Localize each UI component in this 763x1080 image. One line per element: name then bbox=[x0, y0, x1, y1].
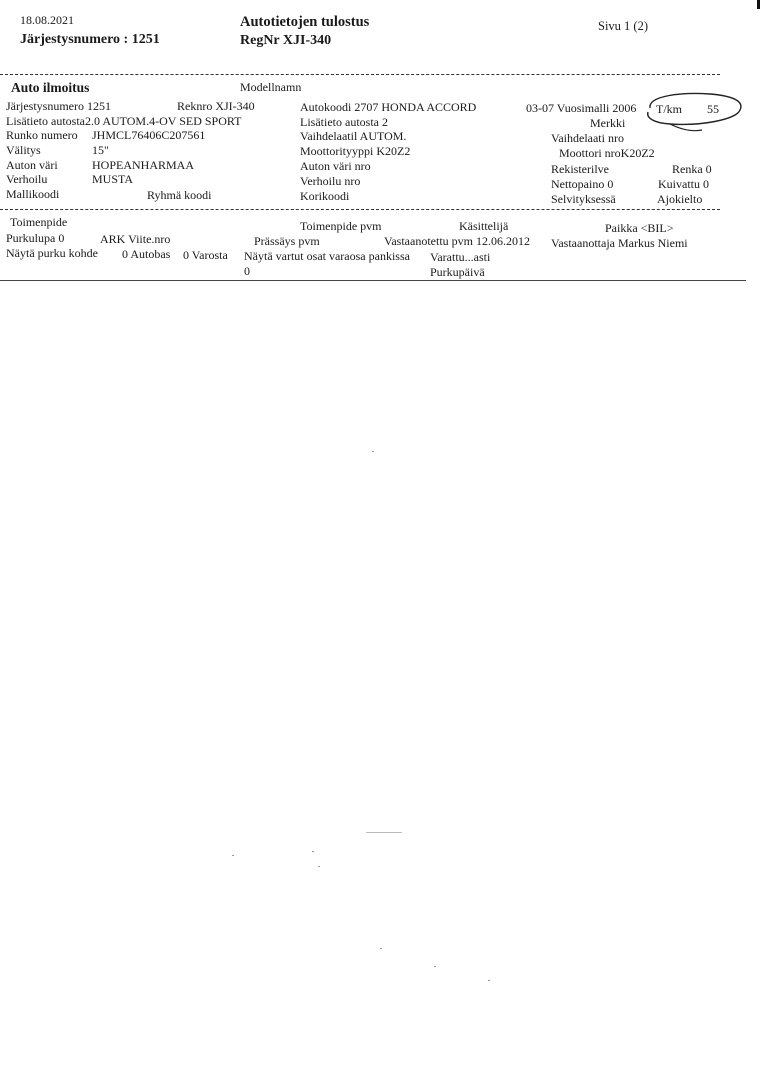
frame-number-label: Runko numero bbox=[6, 128, 78, 142]
car-code-field: Autokoodi 2707 HONDA ACCORD bbox=[300, 100, 477, 114]
page-indicator: Sivu 1 (2) bbox=[598, 19, 648, 33]
scan-speck bbox=[434, 966, 436, 967]
reserved-until-label: Varattu...asti bbox=[430, 250, 491, 264]
tkm-label: T/km bbox=[656, 102, 682, 116]
model-code-label: Mallikoodi bbox=[6, 187, 60, 201]
gearbox-field: Vaihdelaatil AUTOM. bbox=[300, 129, 407, 143]
ark-reference-label: ARK Viite.nro bbox=[100, 232, 171, 246]
divider bbox=[0, 280, 746, 281]
scan-speck bbox=[312, 851, 314, 852]
action-date-label: Toimenpide pvm bbox=[300, 219, 382, 233]
valitys-value: 15" bbox=[92, 143, 109, 157]
registration-heading: RegNr XJI-340 bbox=[240, 33, 332, 48]
section-title-car: Auto ilmoitus bbox=[11, 80, 90, 95]
trim-number-label: Verhoilu nro bbox=[300, 174, 361, 188]
received-date-field: Vastaanotettu pvm 12.06.2012 bbox=[384, 234, 530, 248]
scan-speck bbox=[366, 832, 402, 833]
print-date: 18.08.2021 bbox=[20, 13, 74, 27]
document-title: Autotietojen tulostus bbox=[240, 14, 370, 30]
extra-info-2-label: Lisätieto autosta 2 bbox=[300, 115, 388, 129]
registration-state-label: Rekisterilve bbox=[551, 162, 609, 176]
modellnamn-label: Modellnamn bbox=[240, 80, 302, 94]
autobas-field: 0 Autobas bbox=[122, 247, 171, 261]
make-label: Merkki bbox=[590, 116, 626, 130]
trim-value: MUSTA bbox=[92, 172, 134, 186]
engine-type-field: Moottorityyppi K20Z2 bbox=[300, 144, 411, 158]
in-clarification-label: Selvityksessä bbox=[551, 192, 616, 206]
order-number-field: Järjestysnumero 1251 bbox=[6, 99, 111, 113]
net-weight-field: Nettopaino 0 bbox=[551, 177, 614, 191]
divider bbox=[0, 209, 720, 210]
receiver-field: Vastaanottaja Markus Niemi bbox=[551, 236, 688, 250]
place-field: Paikka <BIL> bbox=[605, 221, 674, 235]
scrap-day-label: Purkupäivä bbox=[430, 265, 485, 279]
order-number-heading: Järjestysnumero : 1251 bbox=[20, 32, 160, 47]
dried-field: Kuivattu 0 bbox=[658, 177, 709, 191]
action-label: Toimenpide bbox=[10, 215, 68, 229]
gearbox-number-label: Vaihdelaati nro bbox=[551, 131, 624, 145]
frame-number-value: JHMCL76406C207561 bbox=[92, 128, 206, 142]
scan-speck bbox=[380, 948, 382, 949]
handler-label: Käsittelijä bbox=[459, 219, 509, 233]
scrap-permit-field: Purkulupa 0 bbox=[6, 231, 65, 245]
driving-ban-label: Ajokielto bbox=[657, 192, 703, 206]
stock-field: 0 Varosta bbox=[183, 248, 228, 262]
car-color-value: HOPEANHARMAA bbox=[92, 158, 195, 172]
zero-value: 0 bbox=[244, 264, 250, 278]
group-code-label: Ryhmä koodi bbox=[147, 188, 212, 202]
reknro-field: Reknro XJI-340 bbox=[177, 99, 255, 113]
scan-speck bbox=[318, 866, 320, 867]
press-date-label: Prässäys pvm bbox=[254, 234, 320, 248]
tyre-field: Renka 0 bbox=[672, 162, 712, 176]
scan-edge-mark bbox=[757, 0, 760, 9]
color-number-label: Auton väri nro bbox=[300, 159, 371, 173]
tkm-value: 55 bbox=[707, 102, 719, 116]
scan-speck bbox=[488, 980, 490, 981]
body-code-label: Korikoodi bbox=[300, 189, 350, 203]
scan-speck bbox=[372, 451, 374, 452]
show-scrap-target-label: Näytä purku kohde bbox=[6, 246, 98, 260]
show-parts-label: Näytä vartut osat varaosa pankissa bbox=[244, 249, 410, 263]
car-color-label: Auton väri bbox=[6, 158, 58, 172]
model-year-field: 03-07 Vuosimalli 2006 bbox=[526, 101, 637, 115]
scan-speck bbox=[232, 855, 234, 856]
valitys-label: Välitys bbox=[6, 143, 41, 157]
engine-number-field: Moottori nroK20Z2 bbox=[559, 146, 655, 160]
extra-info-field: Lisätieto autosta2.0 AUTOM.4-OV SED SPORT bbox=[6, 114, 242, 128]
trim-label: Verhoilu bbox=[6, 172, 48, 186]
hand-drawn-circle-mark bbox=[640, 88, 746, 132]
divider bbox=[0, 74, 720, 75]
